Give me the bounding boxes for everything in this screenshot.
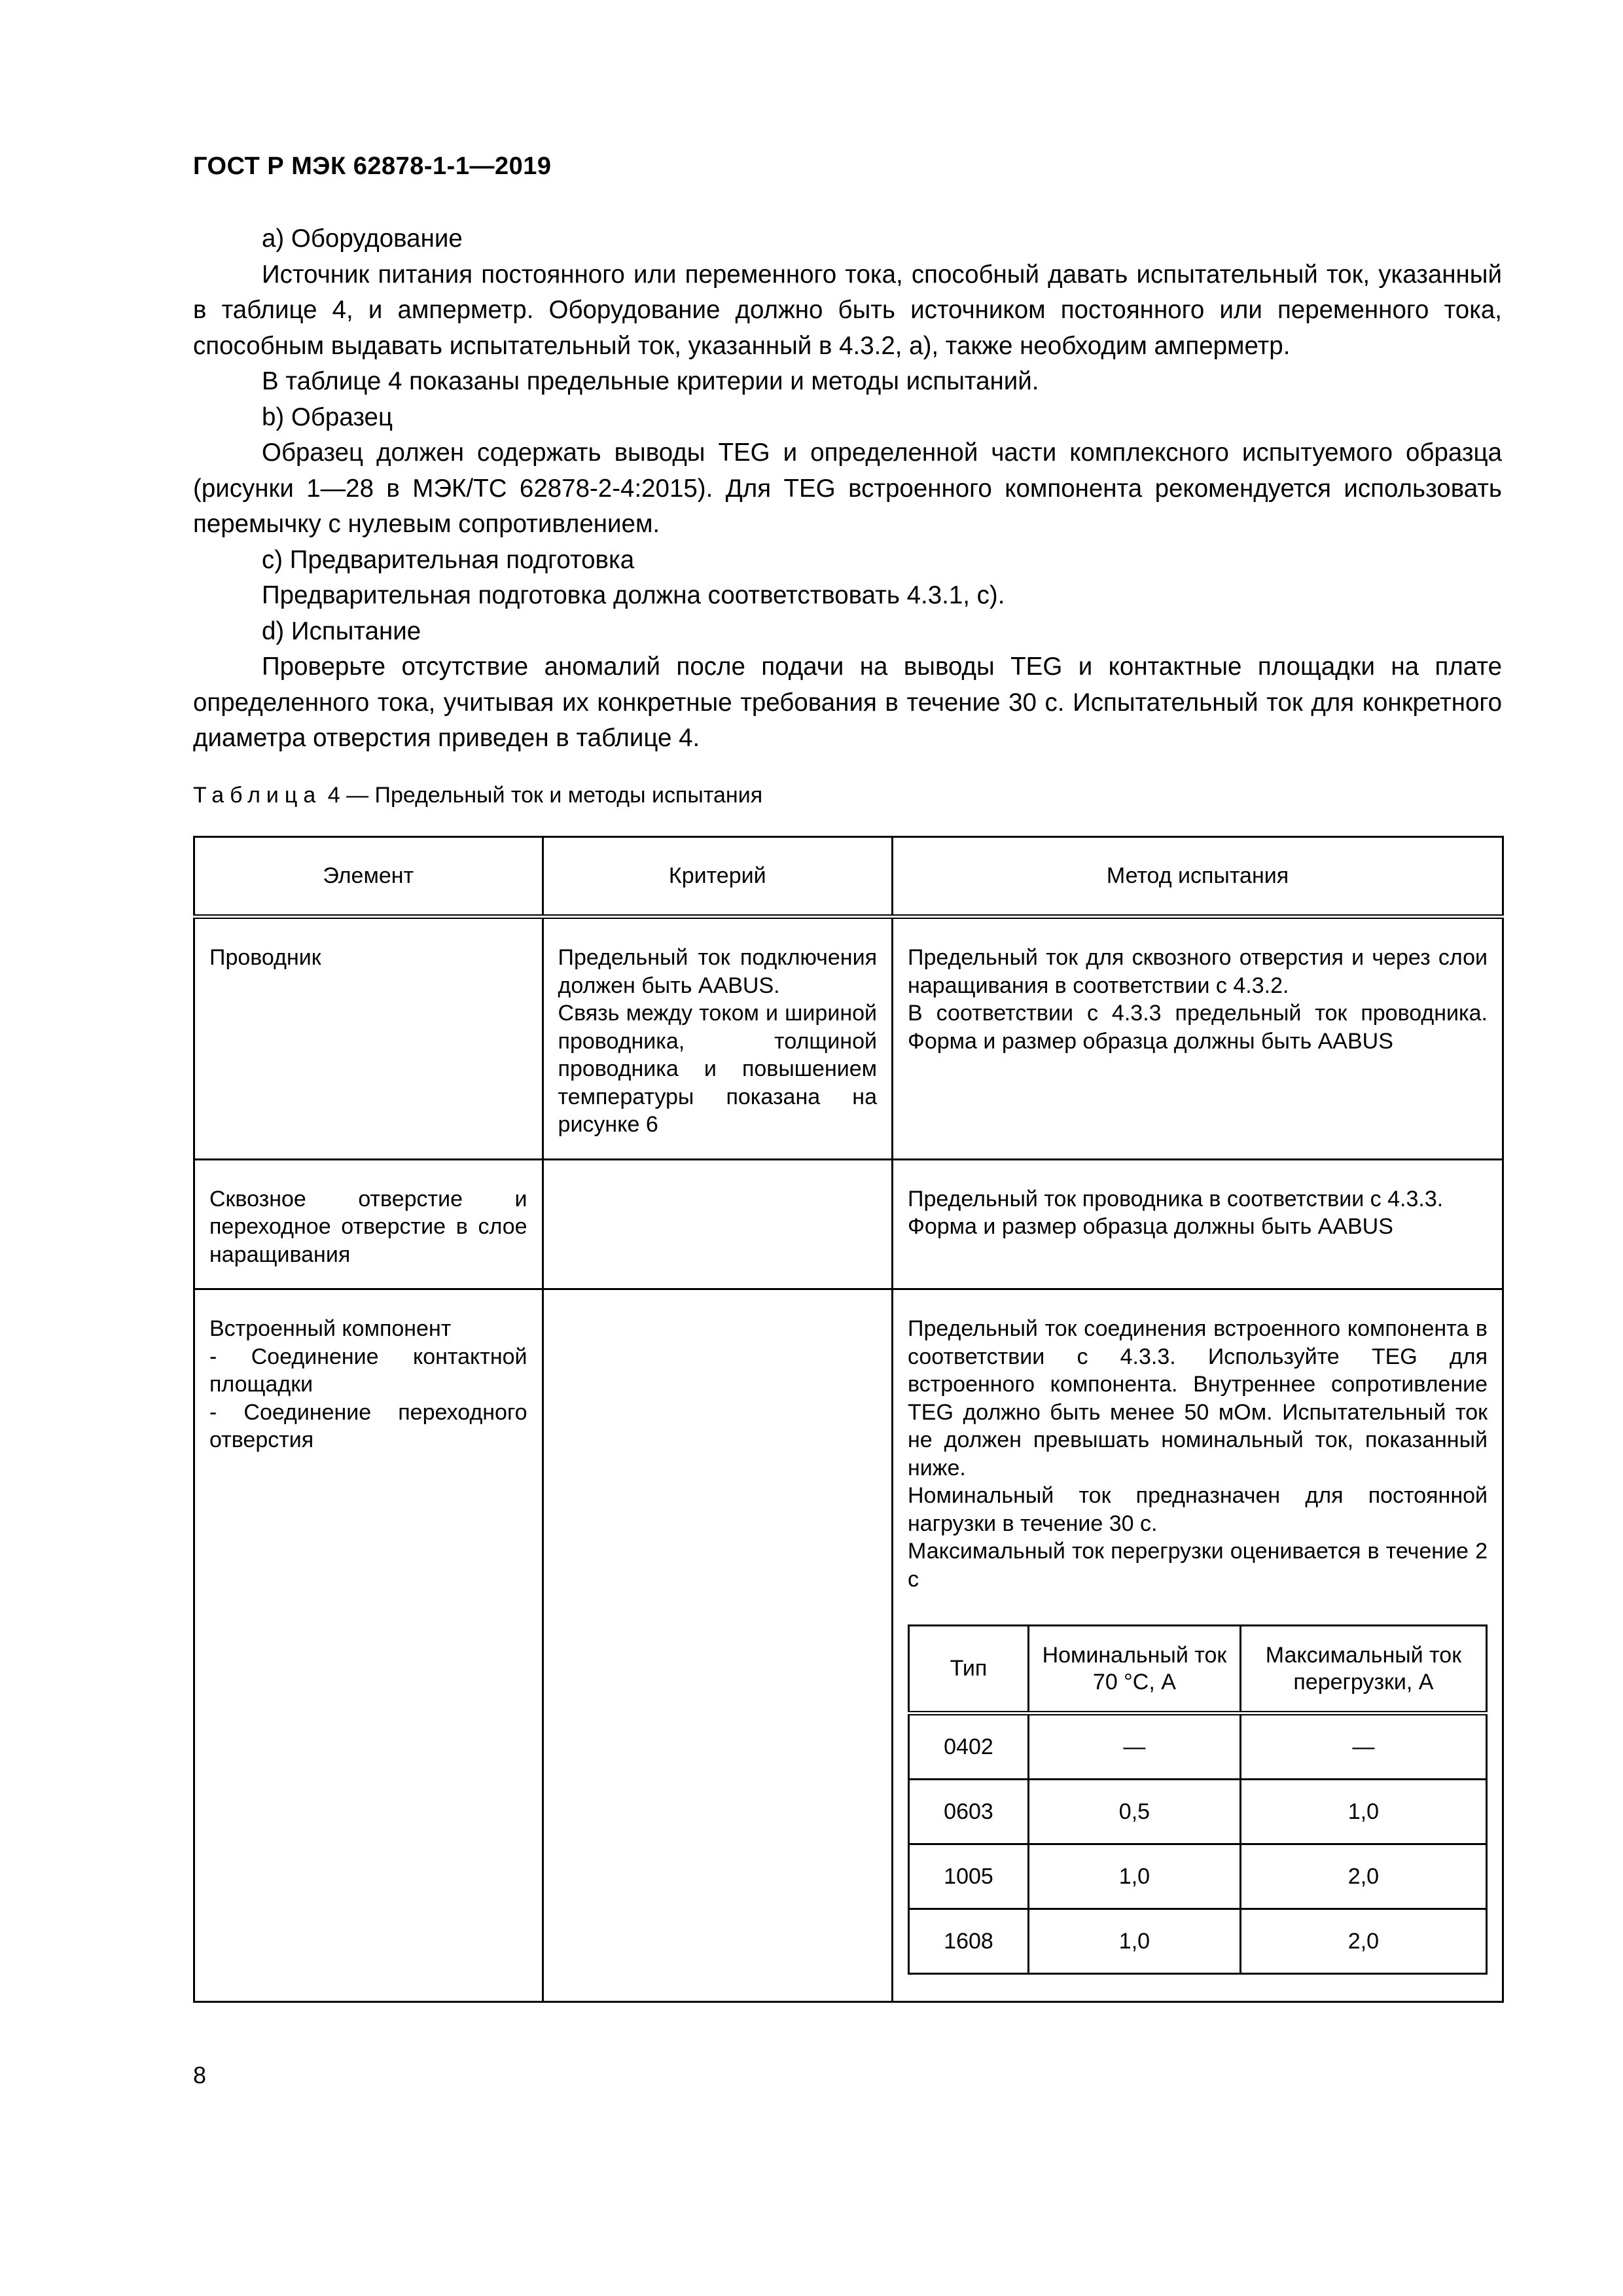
paragraph-equipment: Источник питания постоянного или переменного тока, способный давать испытательный ток, указанный в таблице 4, и амперметр. Оборудование должно быть источником постоянного или переменного тока, способным выдавать испытательный ток, указанный в 4.3.2, а), также необходим амперметр. [193, 260, 1502, 360]
header-element: Элемент [194, 837, 543, 917]
inner-cell-overload: 2,0 [1240, 1909, 1486, 1974]
inner-header-row [909, 1626, 1487, 1713]
cell-method: Предельный ток проводника в соответствии с 4.3.3. Форма и размер образца должны быть AABUS [893, 1159, 1503, 1289]
body-text [193, 221, 1502, 757]
header-criterion: Критерий [543, 837, 892, 917]
inner-cell-rated: 1,0 [1029, 1909, 1241, 1974]
inner-cell-rated: 0,5 [1029, 1780, 1241, 1844]
table-row [194, 1289, 1503, 2002]
cell-method: Предельный ток соединения встроенного компонента в соответствии с 4.3.3. Используйте TEG для встроенного компонента. Внутреннее сопротивление TEG должно быть менее 50 мОм. Испытательный ток не должен превышать номинальный ток, показанный ниже. Номинальный ток предназначен для постоянной нагрузки в течение 30 с. Максимальный ток перегрузки оценивается в течение 2 с Тип Номинальный ток 70 °С, А Максимальный ток перегрузки, А 0402 — — 0603 0,5 1,0 1005 1,0 2,0 1608 1,0 2,0 [893, 1289, 1503, 2002]
inner-cell-overload: — [1240, 1713, 1486, 1780]
page-number: 8 [193, 2062, 207, 2089]
inner-cell-type: 1005 [909, 1844, 1029, 1909]
inner-row [909, 1844, 1487, 1909]
paragraph-sample: Образец должен содержать выводы TEG и определенной части комплексного испытуемого образца (рисунки 1—28 в МЭК/ТС 62878-2-4:2015). Для TEG встроенного компонента рекомендуется использовать перемычку с нулевым сопротивлением. [193, 439, 1502, 538]
inner-cell-overload: 2,0 [1240, 1844, 1486, 1909]
paragraph-test: Проверьте отсутствие аномалий после подачи на выводы TEG и контактные площадки на плате определенного тока, учитывая их конкретные требования в течение 30 с. Испытательный ток для конкретного диаметра отверстия приведен в таблице 4. [193, 653, 1502, 752]
item-test-heading: d) Испытание [262, 617, 421, 645]
inner-cell-type: 0603 [909, 1780, 1029, 1844]
cell-criterion [543, 1289, 892, 2002]
header-test-method: Метод испытания [893, 837, 1503, 917]
table-row [194, 917, 1503, 1160]
inner-header-max-overload: Максимальный ток перегрузки, А [1240, 1626, 1486, 1713]
item-sample-heading: b) Образец [262, 403, 393, 431]
item-preconditioning-heading: с) Предварительная подготовка [262, 545, 635, 574]
inner-row [909, 1909, 1487, 1974]
rated-current-table [908, 1624, 1488, 1975]
inner-row [909, 1713, 1487, 1780]
table-caption-label: Таблица [193, 783, 322, 808]
inner-cell-rated: — [1029, 1713, 1241, 1780]
paragraph-table-ref: В таблице 4 показаны предельные критерии и методы испытаний. [262, 367, 1039, 395]
table-header-row [194, 837, 1503, 917]
cell-element: Проводник [194, 917, 543, 1160]
cell-element: Встроенный компонент - Соединение контактной площадки - Соединение переходного отверстия [194, 1289, 543, 2002]
document-header: ГОСТ Р МЭК 62878-1-1—2019 [193, 152, 552, 180]
cell-criterion: Предельный ток подключения должен быть AABUS. Связь между током и шириной проводника, толщиной проводника и повышением температуры показана на рисунке 6 [543, 917, 892, 1160]
table-caption-title: 4 — Предельный ток и методы испытания [321, 783, 763, 808]
inner-header-rated-current: Номинальный ток 70 °С, А [1029, 1626, 1241, 1713]
cell-criterion [543, 1159, 892, 1289]
inner-cell-rated: 1,0 [1029, 1844, 1241, 1909]
limit-current-table [193, 836, 1504, 2003]
inner-row [909, 1780, 1487, 1844]
paragraph-preconditioning: Предварительная подготовка должна соответствовать 4.3.1, с). [262, 581, 1005, 609]
cell-element: Сквозное отверстие и переходное отверстие в слое наращивания [194, 1159, 543, 1289]
item-equipment-heading: а) Оборудование [262, 224, 463, 253]
inner-header-type: Тип [909, 1626, 1029, 1713]
cell-method: Предельный ток для сквозного отверстия и через слои наращивания в соответствии с 4.3.2. В соответствии с 4.3.3 предельный ток проводника. Форма и размер образца должны быть AABUS [893, 917, 1503, 1160]
inner-cell-type: 0402 [909, 1713, 1029, 1780]
inner-cell-type: 1608 [909, 1909, 1029, 1974]
table-caption [193, 783, 762, 808]
table-row [194, 1159, 1503, 1289]
inner-cell-overload: 1,0 [1240, 1780, 1486, 1844]
